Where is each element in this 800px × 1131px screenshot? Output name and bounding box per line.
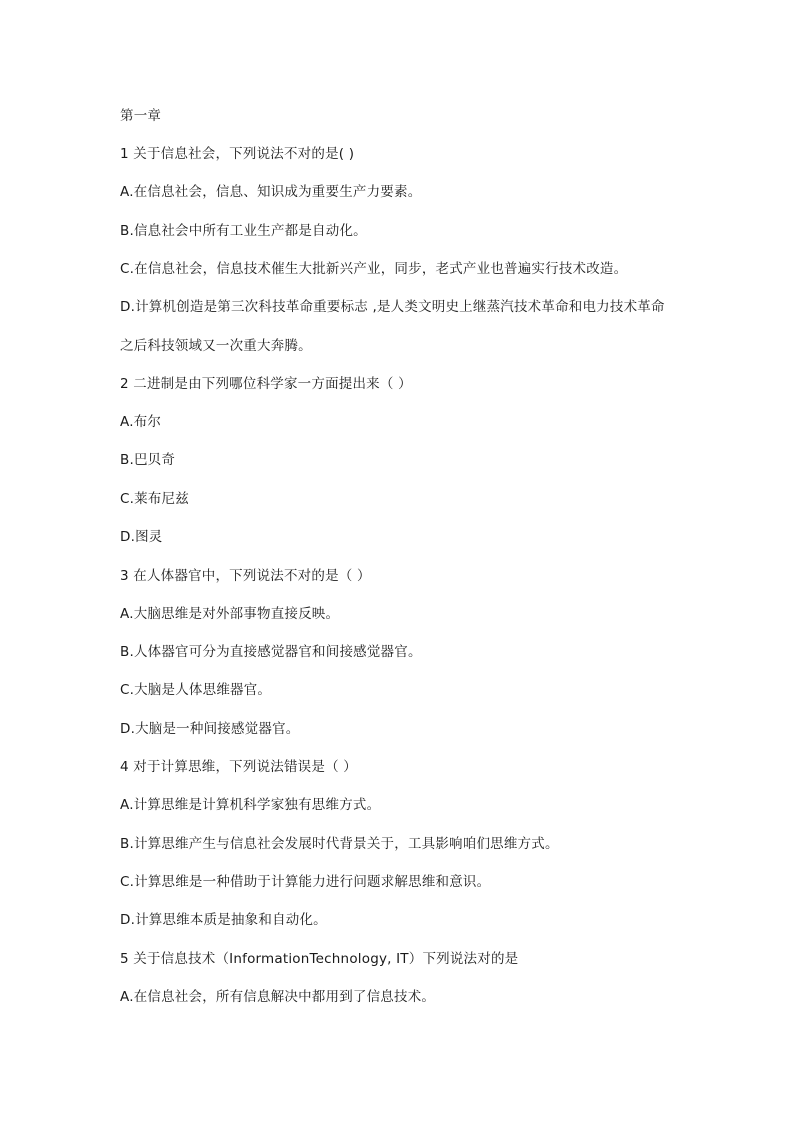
- question-5-option-a: A.在信息社会，所有信息解决中都用到了信息技术。: [120, 989, 436, 1005]
- question-4-option-c: C.计算思维是一种借助于计算能力进行问题求解思维和意识。: [120, 874, 491, 890]
- question-3: 3 在人体器官中，下列说法不对的是（ ）: [120, 568, 371, 584]
- question-3-option-c: C.大脑是人体思维器官。: [120, 682, 272, 698]
- question-3-option-b: B.人体器官可分为直接感觉器官和间接感觉器官。: [120, 644, 422, 660]
- question-2: 2 二进制是由下列哪位科学家一方面提出来（ ）: [120, 376, 412, 392]
- chapter-heading: 第一章: [120, 108, 162, 124]
- question-1: 1 关于信息社会，下列说法不对的是( ): [120, 146, 355, 162]
- question-1-option-a: A.在信息社会，信息、知识成为重要生产力要素。: [120, 184, 422, 200]
- question-4-option-d: D.计算思维本质是抽象和自动化。: [120, 912, 327, 928]
- question-2-option-c: C.莱布尼兹: [120, 491, 189, 507]
- question-1-option-d: D.计算机创造是第三次科技革命重要标志 ,是人类文明史上继蒸汽技术革命和电力技术革命: [120, 299, 665, 315]
- question-3-option-d: D.大脑是一种间接感觉器官。: [120, 721, 300, 737]
- question-2-option-b: B.巴贝奇: [120, 452, 176, 468]
- question-2-option-a: A.布尔: [120, 414, 162, 430]
- question-1-option-d-continued: 之后科技领域又一次重大奔腾。: [120, 338, 312, 354]
- question-4-option-a: A.计算思维是计算机科学家独有思维方式。: [120, 797, 381, 813]
- question-4-option-b: B.计算思维产生与信息社会发展时代背景关于，工具影响咱们思维方式。: [120, 836, 559, 852]
- question-5: 5 关于信息技术（InformationTechnology, IT）下列说法对的是: [120, 951, 519, 967]
- question-3-option-a: A.大脑思维是对外部事物直接反映。: [120, 606, 340, 622]
- question-1-option-b: B.信息社会中所有工业生产都是自动化。: [120, 223, 367, 239]
- question-1-option-c: C.在信息社会，信息技术催生大批新兴产业，同步，老式产业也普遍实行技术改造。: [120, 261, 628, 277]
- question-2-option-d: D.图灵: [120, 529, 163, 545]
- question-4: 4 对于计算思维，下列说法错误是（ ）: [120, 759, 357, 775]
